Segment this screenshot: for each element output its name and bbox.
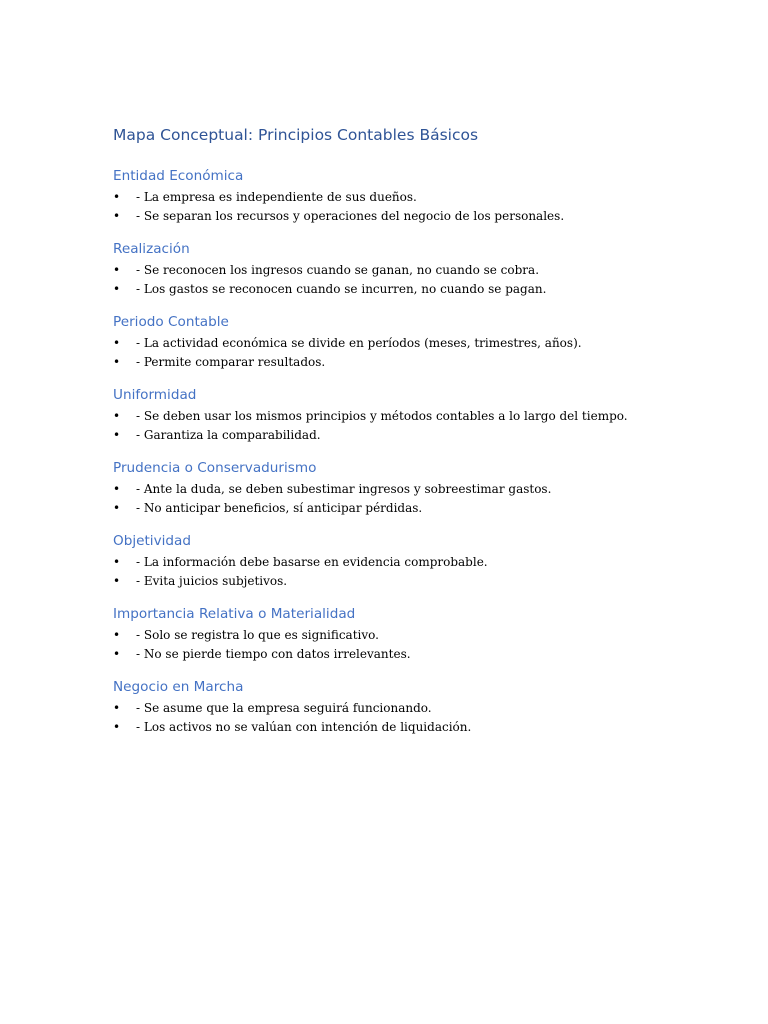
bullet-list	[113, 699, 713, 737]
bullet-list	[113, 261, 713, 299]
list-item-text: - La empresa es independiente de sus dueños.	[136, 190, 417, 204]
bullet-icon: •	[113, 701, 121, 715]
section	[113, 384, 713, 445]
list-item-text: - Los gastos se reconocen cuando se incurren, no cuando se pagan.	[136, 282, 547, 296]
list-item	[113, 572, 713, 591]
section-heading: Importancia Relativa o Materialidad	[113, 606, 356, 622]
bullet-icon: •	[113, 355, 121, 369]
bullet-icon: •	[113, 482, 121, 496]
bullet-icon: •	[113, 209, 121, 223]
list-item-text: - Evita juicios subjetivos.	[136, 574, 288, 588]
list-item	[113, 407, 713, 426]
section	[113, 457, 713, 518]
bullet-icon: •	[113, 720, 121, 734]
bullet-icon: •	[113, 409, 121, 423]
section-heading: Negocio en Marcha	[113, 679, 244, 695]
list-item	[113, 499, 713, 518]
section	[113, 238, 713, 299]
list-item	[113, 334, 713, 353]
bullet-list	[113, 334, 713, 372]
section	[113, 530, 713, 591]
list-item	[113, 426, 713, 445]
list-item	[113, 718, 713, 737]
list-item	[113, 207, 713, 226]
section	[113, 311, 713, 372]
document-content	[113, 122, 713, 749]
section-heading: Entidad Económica	[113, 168, 244, 184]
bullet-icon: •	[113, 555, 121, 569]
bullet-icon: •	[113, 574, 121, 588]
bullet-list	[113, 188, 713, 226]
list-item-text: - No anticipar beneficios, sí anticipar pérdidas.	[136, 501, 423, 515]
list-item-text: - La información debe basarse en evidencia comprobable.	[136, 555, 488, 569]
bullet-icon: •	[113, 263, 121, 277]
section-heading: Uniformidad	[113, 387, 197, 403]
list-item-text: - Solo se registra lo que es significativo.	[136, 628, 379, 642]
bullet-icon: •	[113, 428, 121, 442]
list-item-text: - Se separan los recursos y operaciones del negocio de los personales.	[136, 209, 565, 223]
bullet-icon: •	[113, 282, 121, 296]
section	[113, 165, 713, 226]
list-item-text: - Garantiza la comparabilidad.	[136, 428, 321, 442]
sections-container	[113, 165, 713, 737]
list-item	[113, 261, 713, 280]
list-item-text: - La actividad económica se divide en períodos (meses, trimestres, años).	[136, 336, 582, 350]
section-heading: Prudencia o Conservadurismo	[113, 460, 317, 476]
section-heading: Realización	[113, 241, 190, 257]
list-item-text: - Ante la duda, se deben subestimar ingresos y sobreestimar gastos.	[136, 482, 552, 496]
list-item-text: - Se reconocen los ingresos cuando se ganan, no cuando se cobra.	[136, 263, 540, 277]
list-item	[113, 188, 713, 207]
list-item	[113, 353, 713, 372]
bullet-icon: •	[113, 501, 121, 515]
bullet-list	[113, 407, 713, 445]
section	[113, 603, 713, 664]
list-item	[113, 480, 713, 499]
list-item-text: - Permite comparar resultados.	[136, 355, 326, 369]
section-heading: Periodo Contable	[113, 314, 229, 330]
bullet-icon: •	[113, 190, 121, 204]
document-title: Mapa Conceptual: Principios Contables Básicos	[113, 126, 479, 144]
list-item	[113, 280, 713, 299]
bullet-icon: •	[113, 336, 121, 350]
list-item-text: - Se asume que la empresa seguirá funcionando.	[136, 701, 432, 715]
bullet-list	[113, 480, 713, 518]
bullet-list	[113, 626, 713, 664]
bullet-list	[113, 553, 713, 591]
bullet-icon: •	[113, 628, 121, 642]
list-item	[113, 645, 713, 664]
section	[113, 676, 713, 737]
list-item	[113, 699, 713, 718]
list-item-text: - Los activos no se valúan con intención de liquidación.	[136, 720, 472, 734]
list-item	[113, 626, 713, 645]
bullet-icon: •	[113, 647, 121, 661]
list-item	[113, 553, 713, 572]
list-item-text: - Se deben usar los mismos principios y métodos contables a lo largo del tiempo.	[136, 409, 628, 423]
section-heading: Objetividad	[113, 533, 191, 549]
list-item-text: - No se pierde tiempo con datos irrelevantes.	[136, 647, 411, 661]
